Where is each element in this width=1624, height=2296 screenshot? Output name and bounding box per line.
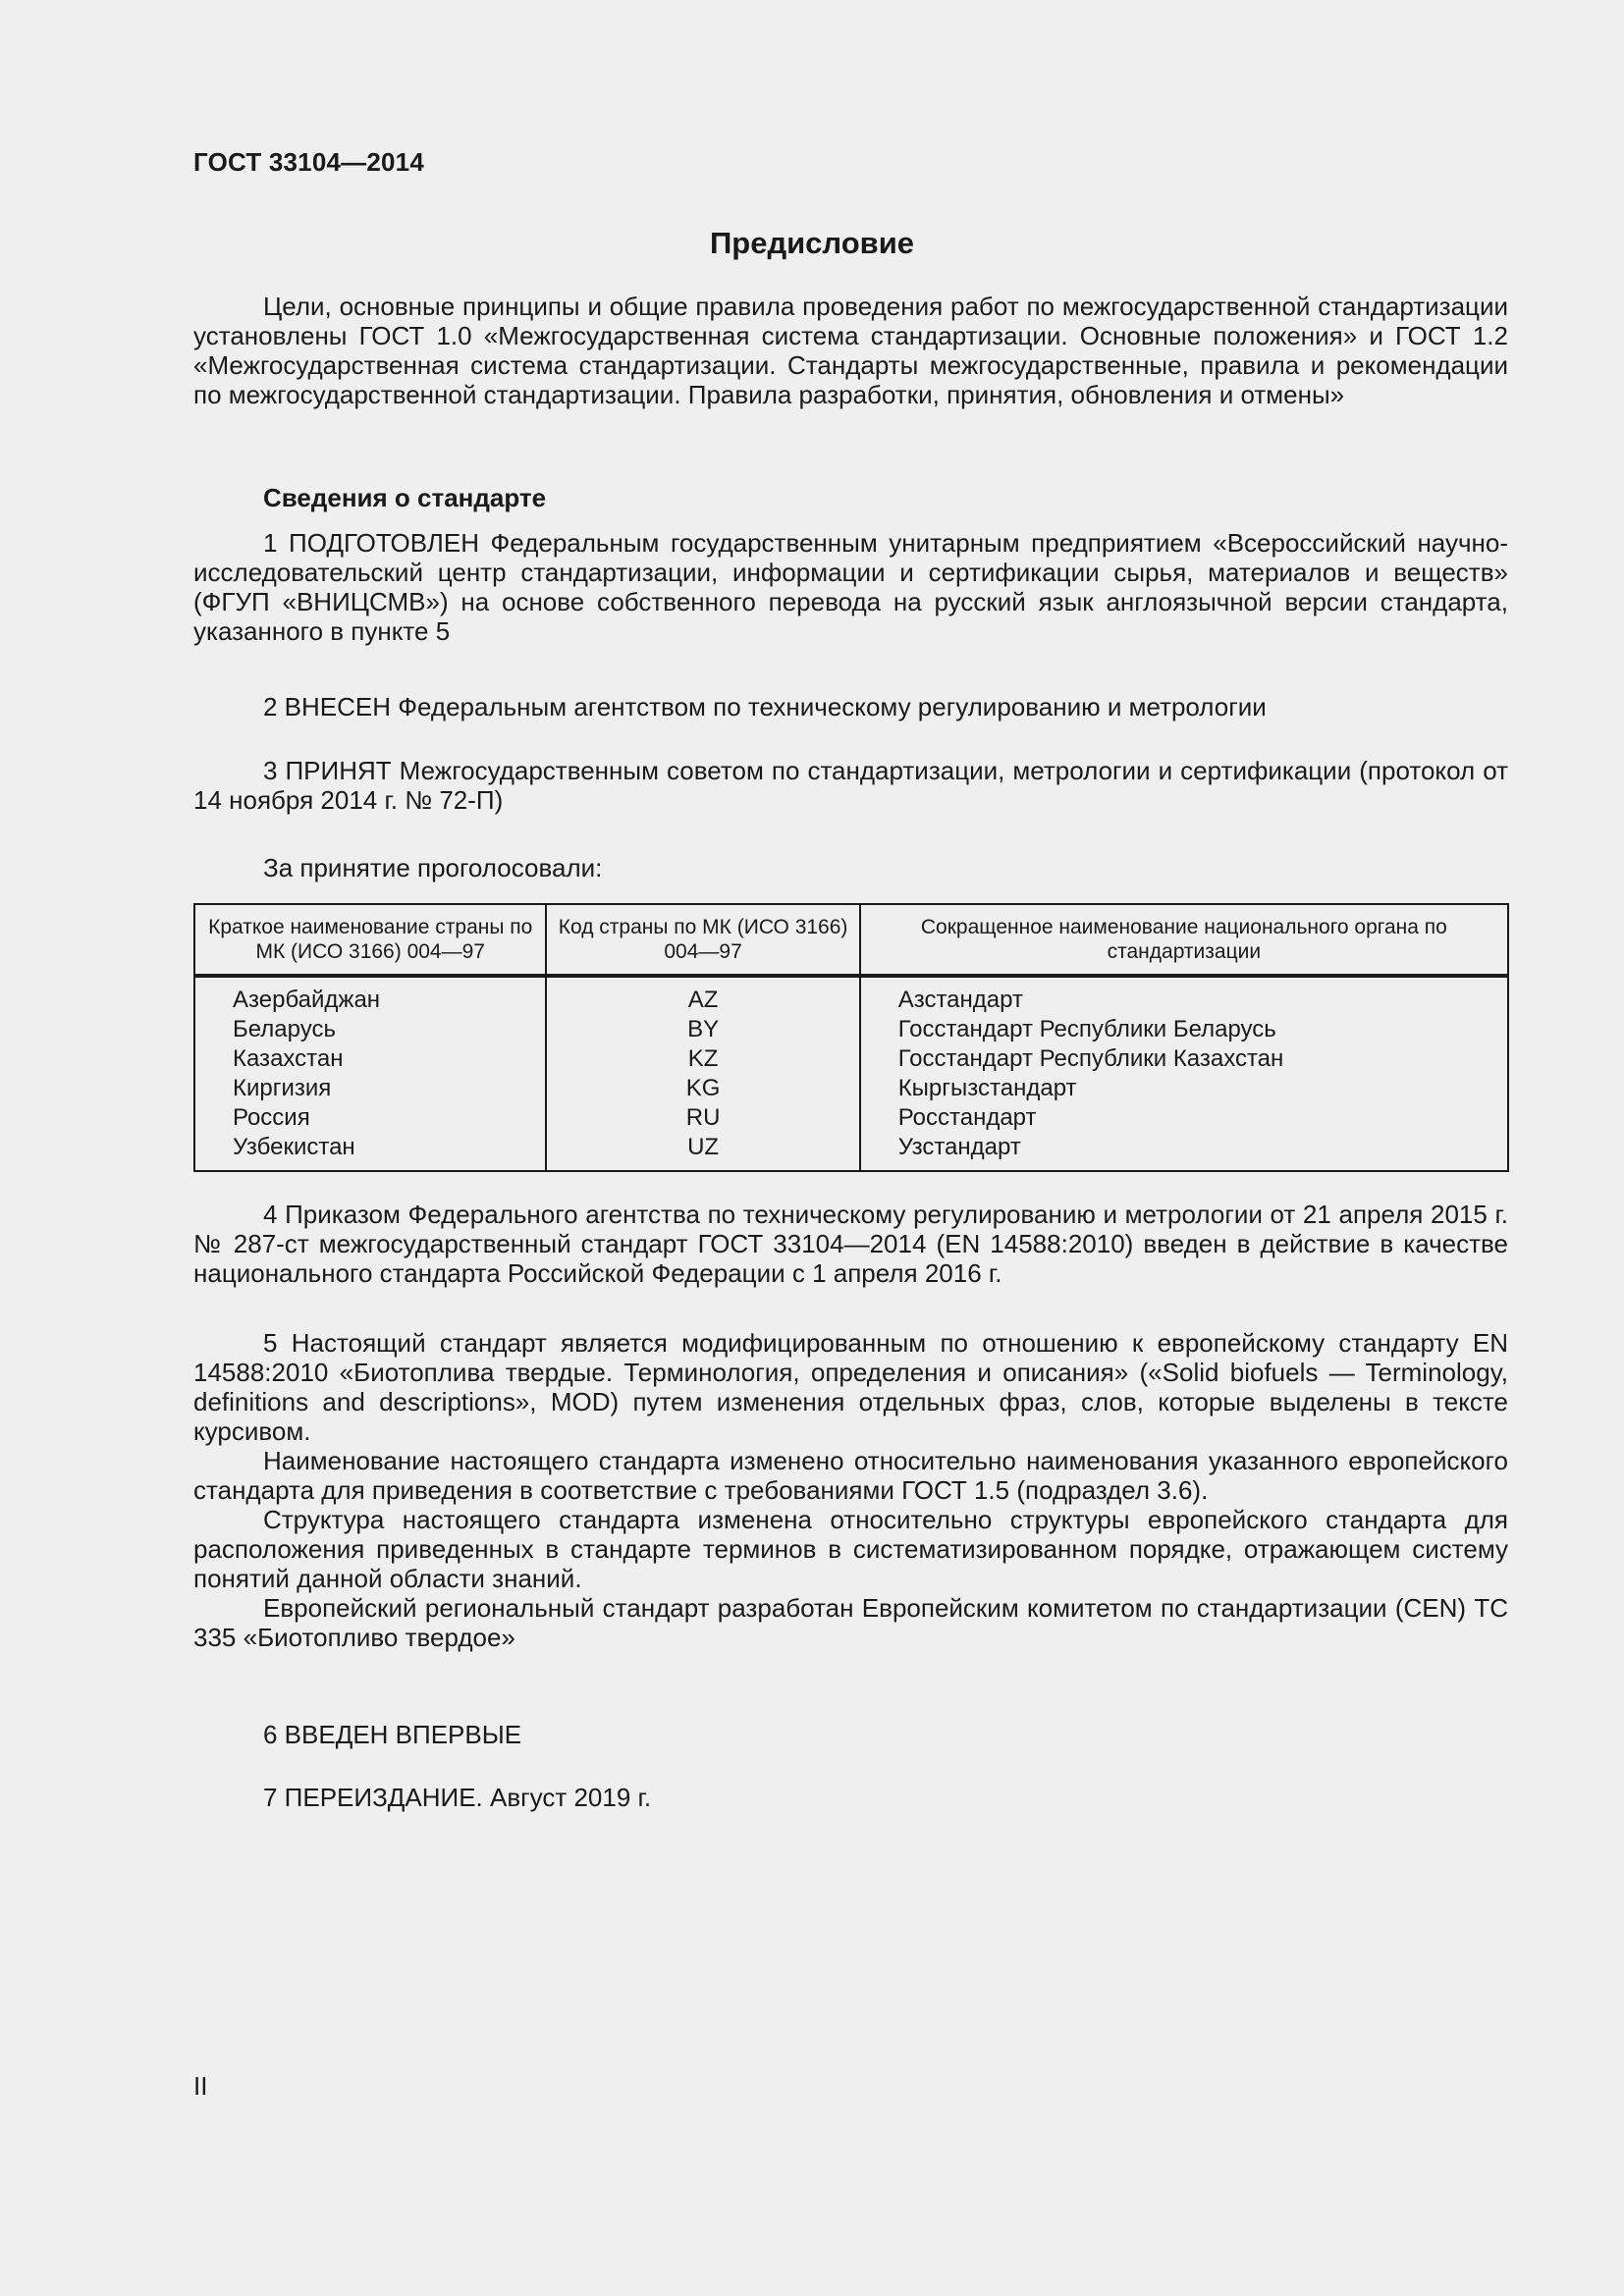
country-name: Россия bbox=[233, 1104, 310, 1131]
item-1-paragraph: 1 ПОДГОТОВЛЕН Федеральным государственным унитарным предприятием «Всероссийский научно-исследовательский центр стандартизации, информации и сертификации сырья, материалов и веществ» (ФГУП «ВНИЦСМВ») на основе собственного перевода на русский язык англоязычной версии стандарта, указанного в пункте 5 bbox=[193, 528, 1508, 646]
table-header-code: Код страны по МК (ИСО 3166) 004—97 bbox=[546, 904, 859, 976]
country-code: UZ bbox=[687, 1134, 720, 1160]
country-code: RU bbox=[685, 1104, 721, 1131]
item-3-paragraph: 3 ПРИНЯТ Межгосударственным советом по стандартизации, метрологии и сертификации (протокол от 14 ноября 2014 г. № 72-П) bbox=[193, 756, 1508, 815]
standards-body-name: Кыргызстандарт bbox=[897, 1075, 1077, 1101]
country-code: KG bbox=[685, 1075, 721, 1101]
item-7-line: 7 ПЕРЕИЗДАНИЕ. Август 2019 г. bbox=[263, 1783, 652, 1812]
country-column bbox=[194, 976, 546, 1171]
country-code: KZ bbox=[687, 1045, 719, 1072]
country-name: Казахстан bbox=[233, 1045, 344, 1072]
table-header-body: Сокращенное наименование национального органа по стандартизации bbox=[860, 904, 1508, 976]
country-name: Азербайджан bbox=[233, 987, 381, 1013]
voting-table bbox=[193, 903, 1509, 1172]
item-6-line: 6 ВВЕДЕН ВПЕРВЫЕ bbox=[263, 1720, 522, 1749]
table-row bbox=[194, 976, 1508, 1171]
code-column bbox=[546, 976, 859, 1171]
table-header-country: Краткое наименование страны по МК (ИСО 3166) 004—97 bbox=[194, 904, 546, 976]
table-header-row bbox=[194, 904, 1508, 976]
standards-body-name: Госстандарт Республики Беларусь bbox=[897, 1016, 1276, 1042]
standards-body-name: Госстандарт Республики Казахстан bbox=[897, 1045, 1284, 1072]
standards-body-column bbox=[860, 976, 1508, 1171]
intro-paragraph: Цели, основные принципы и общие правила проведения работ по межгосударственной стандартизации установлены ГОСТ 1.0 «Межгосударственная система стандартизации. Основные положения» и ГОСТ 1.2 «Межгосударственная система стандартизации. Стандарты межгосударственные, правила и рекомендации по межгосударственной стандартизации. Правила разработки, принятия, обновления и отмены» bbox=[193, 292, 1508, 409]
country-code: AZ bbox=[687, 987, 719, 1013]
info-heading: Сведения о стандарте bbox=[263, 483, 547, 512]
country-name: Узбекистан bbox=[233, 1134, 355, 1160]
country-name: Киргизия bbox=[233, 1075, 332, 1101]
standards-body-name: Азстандарт bbox=[897, 987, 1023, 1013]
country-name: Беларусь bbox=[233, 1016, 336, 1042]
voted-label: За принятие проголосовали: bbox=[263, 853, 603, 882]
page-title: Предисловие bbox=[709, 226, 914, 260]
standards-body-name: Узстандарт bbox=[897, 1134, 1021, 1160]
item-2-paragraph: 2 ВНЕСЕН Федеральным агентством по техническому регулированию и метрологии bbox=[263, 692, 1267, 721]
item-5-paragraphs: 5 Настоящий стандарт является модифицированным по отношению к европейскому стандарту EN 14588:2010 «Биотоплива твердые. Терминология, определения и описания» («Solid biofuels — Terminology, definitions and descriptions», MOD) путем изменения отдельных фраз, слов, которые выделены в тексте курсивом. Наименование настоящего стандарта изменено относительно наименования указанного европейского стандарта для приведения в соответствие с требованиями ГОСТ 1.5 (подраздел 3.6). Структура настоящего стандарта изменена относительно структуры европейского стандарта для расположения приведенных в стандарте терминов в систематизированном порядке, отражающем систему понятий данной области знаний. Европейский региональный стандарт разработан Европейским комитетом по стандартизации (CEN) ТС 335 «Биотопливо твердое» bbox=[193, 1328, 1508, 1652]
item-4-paragraph: 4 Приказом Федерального агентства по техническому регулированию и метрологии от 21 апреля 2015 г. № 287-ст межгосударственный стандарт ГОСТ 33104—2014 (EN 14588:2010) введен в действие в качестве национального стандарта Российской Федерации с 1 апреля 2016 г. bbox=[193, 1200, 1508, 1288]
page-number: II bbox=[193, 2071, 208, 2101]
country-code: BY bbox=[687, 1016, 720, 1042]
standards-body-name: Росстандарт bbox=[897, 1104, 1037, 1131]
document-code: ГОСТ 33104—2014 bbox=[193, 147, 424, 177]
